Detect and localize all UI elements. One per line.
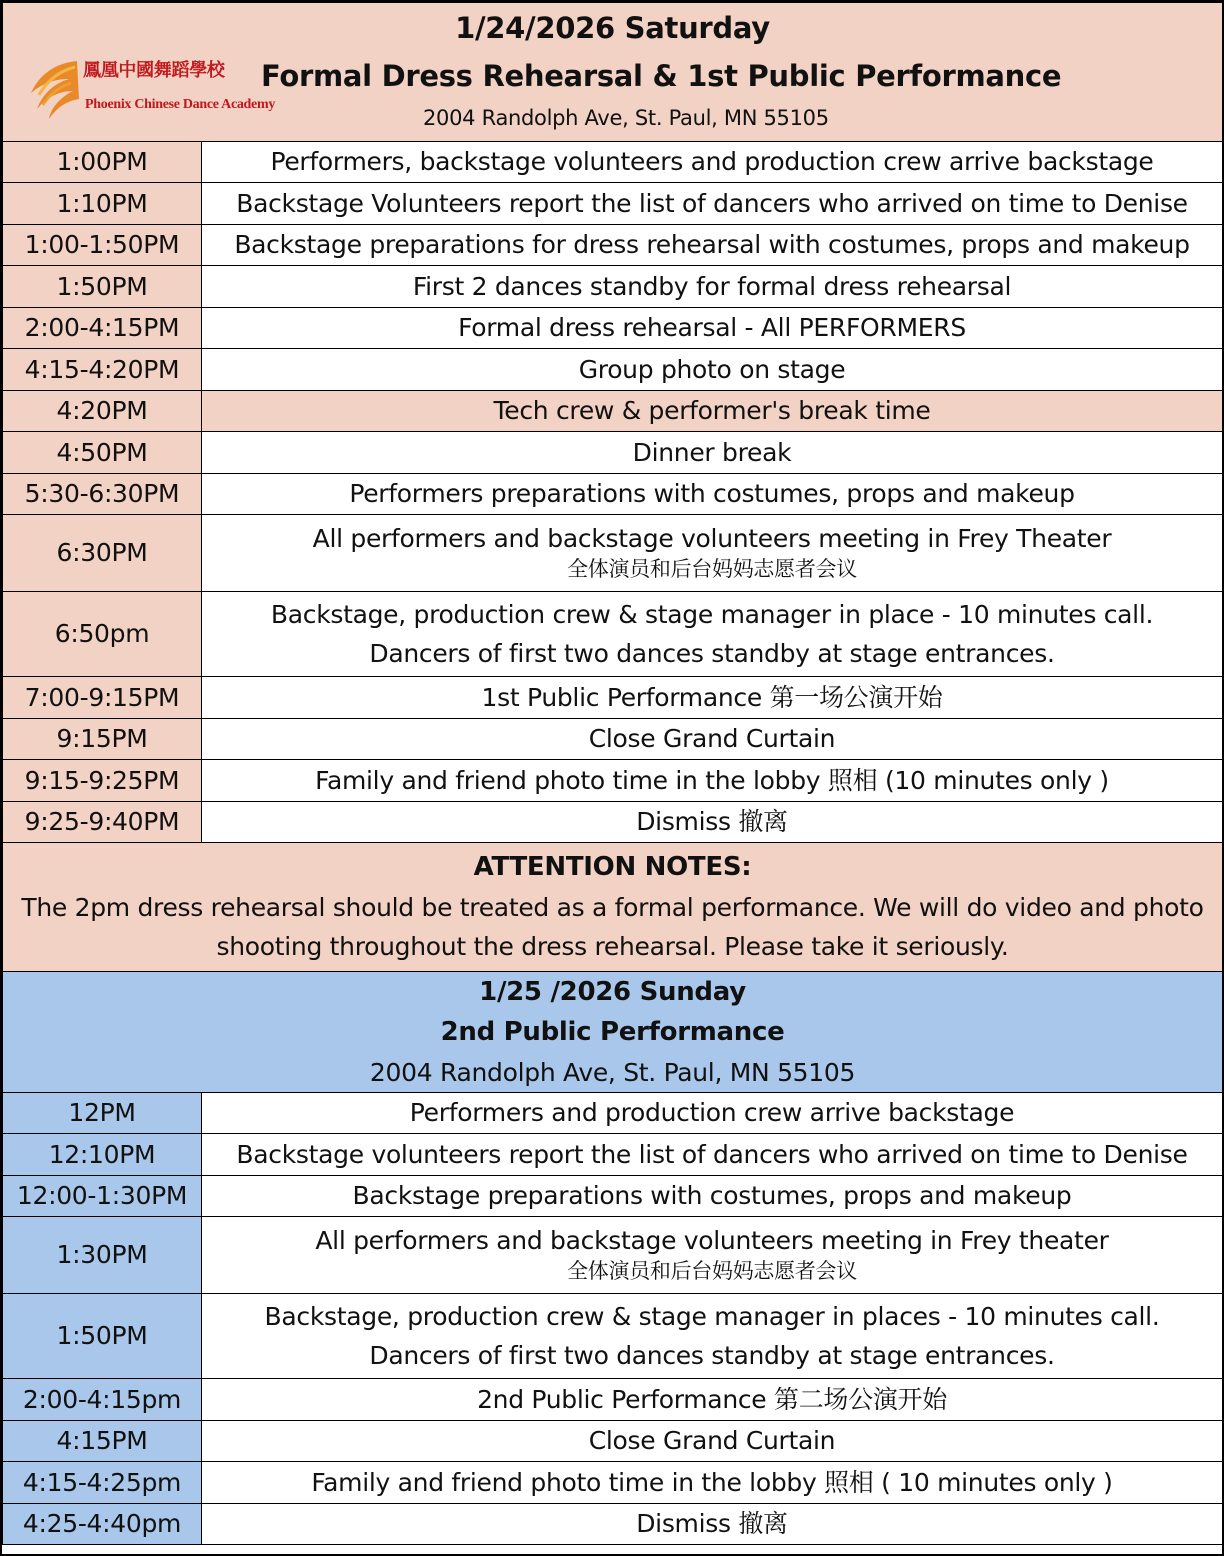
saturday-address: 2004 Randolph Ave, St. Paul, MN 55105 bbox=[423, 106, 829, 130]
activity-cell: Dismiss 撤离 bbox=[202, 1504, 1223, 1545]
phoenix-icon bbox=[25, 53, 83, 123]
activity-text-line2: Dancers of first two dances standby at stage entrances. bbox=[369, 1341, 1055, 1370]
time-cell: 7:00-9:15PM bbox=[3, 677, 202, 719]
saturday-header-row bbox=[3, 3, 1223, 142]
time-cell: 12PM bbox=[3, 1093, 202, 1134]
time-cell: 9:25-9:40PM bbox=[3, 802, 202, 843]
table-row bbox=[3, 1134, 1223, 1176]
table-row bbox=[3, 1462, 1223, 1504]
schedule-table bbox=[2, 2, 1223, 1545]
table-row bbox=[3, 1294, 1223, 1379]
activity-cell bbox=[202, 1217, 1223, 1294]
activity-cell: Family and friend photo time in the lobby 照相 ( 10 minutes only ) bbox=[202, 1462, 1223, 1504]
time-cell: 4:15-4:20PM bbox=[3, 349, 202, 391]
activity-cell: Tech crew & performer's break time bbox=[202, 391, 1223, 432]
table-row bbox=[3, 432, 1223, 474]
activity-cell bbox=[202, 592, 1223, 677]
activity-cell: 1st Public Performance 第一场公演开始 bbox=[202, 677, 1223, 719]
table-row bbox=[3, 225, 1223, 266]
saturday-title: Formal Dress Rehearsal & 1st Public Performance bbox=[261, 59, 1062, 93]
time-cell: 1:30PM bbox=[3, 1217, 202, 1294]
time-cell: 9:15PM bbox=[3, 719, 202, 760]
activity-cell: Backstage preparations with costumes, props and makeup bbox=[202, 1176, 1223, 1217]
activity-cell: Family and friend photo time in the lobby 照相 (10 minutes only ) bbox=[202, 760, 1223, 802]
activity-cell bbox=[202, 515, 1223, 592]
activity-text: All performers and backstage volunteers meeting in Frey Theater bbox=[312, 523, 1112, 553]
activity-cell: Performers preparations with costumes, props and makeup bbox=[202, 474, 1223, 515]
time-cell: 4:20PM bbox=[3, 391, 202, 432]
time-cell: 5:30-6:30PM bbox=[3, 474, 202, 515]
table-row bbox=[3, 1504, 1223, 1545]
attention-notes-row bbox=[3, 843, 1223, 972]
attention-notes-title: ATTENTION NOTES: bbox=[473, 852, 752, 883]
table-row bbox=[3, 391, 1223, 432]
sunday-title: 2nd Public Performance bbox=[440, 1017, 785, 1048]
activity-cell: Backstage Volunteers report the list of dancers who arrived on time to Denise bbox=[202, 183, 1223, 225]
activity-cell bbox=[202, 1294, 1223, 1379]
activity-cell: Backstage volunteers report the list of dancers who arrived on time to Denise bbox=[202, 1134, 1223, 1176]
saturday-date: 1/24/2026 Saturday bbox=[455, 11, 770, 45]
table-row bbox=[3, 266, 1223, 308]
time-cell: 4:15PM bbox=[3, 1421, 202, 1462]
time-cell: 12:00-1:30PM bbox=[3, 1176, 202, 1217]
time-cell: 4:25-4:40pm bbox=[3, 1504, 202, 1545]
activity-cell: Close Grand Curtain bbox=[202, 1421, 1223, 1462]
table-row bbox=[3, 1379, 1223, 1421]
table-row bbox=[3, 1217, 1223, 1294]
attention-notes bbox=[3, 843, 1223, 972]
time-cell: 6:50pm bbox=[3, 592, 202, 677]
sunday-address: 2004 Randolph Ave, St. Paul, MN 55105 bbox=[369, 1057, 856, 1087]
time-cell: 1:50PM bbox=[3, 1294, 202, 1379]
phoenix-academy-logo bbox=[25, 53, 276, 123]
time-cell: 12:10PM bbox=[3, 1134, 202, 1176]
table-row bbox=[3, 183, 1223, 225]
activity-cell: Close Grand Curtain bbox=[202, 719, 1223, 760]
time-cell: 9:15-9:25PM bbox=[3, 760, 202, 802]
saturday-header bbox=[3, 3, 1223, 142]
time-cell: 2:00-4:15PM bbox=[3, 308, 202, 349]
activity-cell: Formal dress rehearsal - All PERFORMERS bbox=[202, 308, 1223, 349]
table-row bbox=[3, 760, 1223, 802]
activity-cell: Dinner break bbox=[202, 432, 1223, 474]
activity-chinese-text: 全体演员和后台妈妈志愿者会议 bbox=[567, 1259, 857, 1284]
table-row bbox=[3, 802, 1223, 843]
table-row bbox=[3, 1093, 1223, 1134]
time-cell: 6:30PM bbox=[3, 515, 202, 592]
sunday-header bbox=[3, 972, 1223, 1093]
table-row bbox=[3, 719, 1223, 760]
activity-chinese-text: 全体演员和后台妈妈志愿者会议 bbox=[567, 557, 857, 582]
activity-cell: Dismiss 撤离 bbox=[202, 802, 1223, 843]
activity-cell: Group photo on stage bbox=[202, 349, 1223, 391]
attention-notes-line2: shooting throughout the dress rehearsal. Please take it seriously. bbox=[216, 932, 1009, 962]
sunday-date: 1/25 /2026 Sunday bbox=[479, 976, 746, 1007]
activity-cell: 2nd Public Performance 第二场公演开始 bbox=[202, 1379, 1223, 1421]
activity-text: Backstage, production crew & stage manager in place - 10 minutes call. bbox=[270, 599, 1154, 629]
activity-cell: Performers and production crew arrive backstage bbox=[202, 1093, 1223, 1134]
table-row bbox=[3, 349, 1223, 391]
activity-text: Backstage, production crew & stage manager in places - 10 minutes call. bbox=[264, 1301, 1160, 1331]
activity-cell: Backstage preparations for dress rehearsal with costumes, props and makeup bbox=[202, 225, 1223, 266]
logo-chinese-text: 鳳凰中國舞蹈學校 bbox=[83, 60, 225, 81]
time-cell: 4:15-4:25pm bbox=[3, 1462, 202, 1504]
logo-english-text: Phoenix Chinese Dance Academy bbox=[85, 97, 276, 112]
activity-text-line2: Dancers of first two dances standby at stage entrances. bbox=[369, 639, 1055, 668]
table-row bbox=[3, 515, 1223, 592]
table-row bbox=[3, 308, 1223, 349]
table-row bbox=[3, 1176, 1223, 1217]
table-row bbox=[3, 474, 1223, 515]
table-row bbox=[3, 592, 1223, 677]
table-row bbox=[3, 142, 1223, 183]
time-cell: 4:50PM bbox=[3, 432, 202, 474]
table-row bbox=[3, 1421, 1223, 1462]
time-cell: 1:00-1:50PM bbox=[3, 225, 202, 266]
time-cell: 1:00PM bbox=[3, 142, 202, 183]
time-cell: 1:10PM bbox=[3, 183, 202, 225]
time-cell: 1:50PM bbox=[3, 266, 202, 308]
sunday-header-row bbox=[3, 972, 1223, 1093]
activity-cell: First 2 dances standby for formal dress rehearsal bbox=[202, 266, 1223, 308]
activity-cell: Performers, backstage volunteers and production crew arrive backstage bbox=[202, 142, 1223, 183]
time-cell: 2:00-4:15pm bbox=[3, 1379, 202, 1421]
activity-text: All performers and backstage volunteers meeting in Frey theater bbox=[315, 1225, 1109, 1255]
table-row bbox=[3, 677, 1223, 719]
attention-notes-line1: The 2pm dress rehearsal should be treated as a formal performance. We will do video and photo bbox=[21, 892, 1204, 922]
